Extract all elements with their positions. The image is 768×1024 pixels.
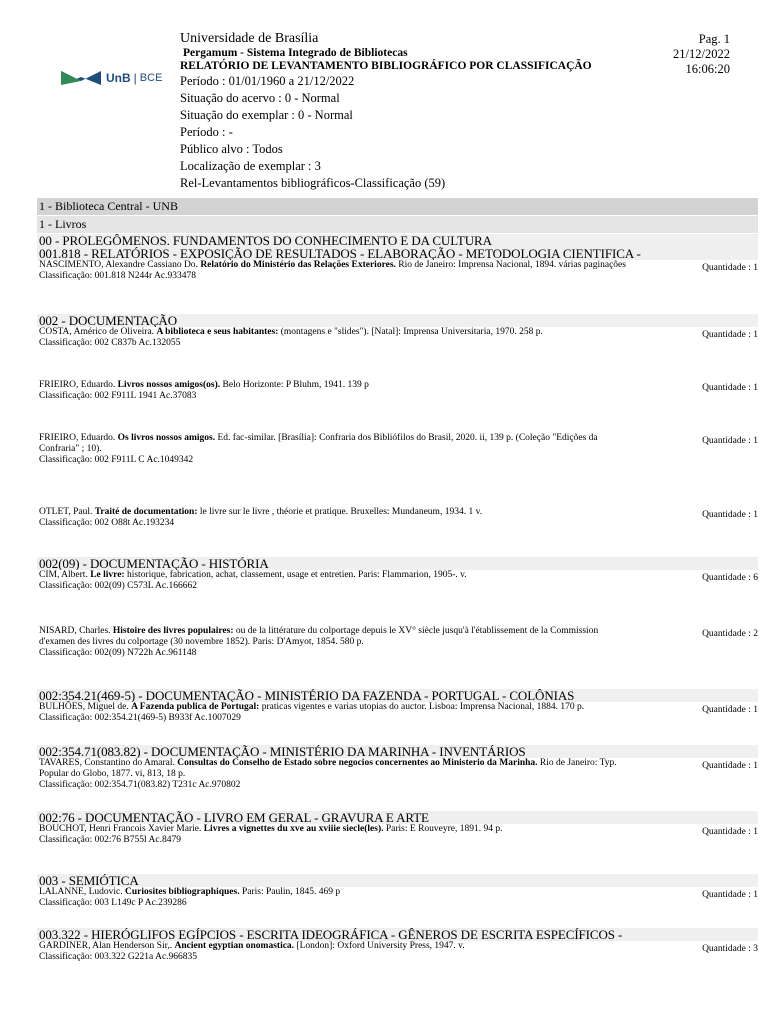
entry-classification: Classificação: 002 F911L C Ac.1049342: [39, 455, 194, 465]
entry-author: BULHÕES, Miguel de.: [39, 702, 129, 712]
library-bar: 1 - Biblioteca Central - UNB: [37, 198, 758, 215]
entry-reference: [37, 380, 629, 391]
entry-quantity: Quantidade : 1: [702, 436, 758, 446]
entry-imprint: Paris: E Rouveyre, 1891. 94 p.: [385, 824, 503, 834]
logo-separator: |: [133, 71, 137, 85]
classification-section: [37, 314, 758, 529]
classification-heading: 003 - SEMIÓTICA: [37, 874, 758, 887]
entry-title: Consultas do Conselho de Estado sobre negocios concernentes ao Ministerio da Marinha.: [177, 758, 538, 768]
entry-reference: [37, 702, 629, 713]
entry-quantity: Quantidade : 3: [702, 944, 758, 954]
bibliographic-entry: [37, 887, 758, 909]
entry-classification: Classificação: 002 C837b Ac.132055: [39, 338, 181, 348]
university-name: Universidade de Brasília: [180, 31, 319, 46]
report-code: Rel-Levantamentos bibliográficos-Classificação (59): [180, 176, 446, 190]
classification-heading: 002 - DOCUMENTAÇÃO: [37, 314, 758, 327]
entry-reference: [37, 507, 629, 518]
entry-imprint: (montagens e "slides"). [Natal]: Imprensa Universitaria, 1970. 258 p.: [280, 327, 543, 337]
bibliographic-entry: [37, 702, 758, 724]
entry-quantity: Quantidade : 1: [702, 890, 758, 900]
filter-audience: Público alvo : Todos: [180, 142, 283, 156]
classification-heading: 002:354.71(083.82) - DOCUMENTAÇÃO - MINISTÉRIO DA MARINHA - INVENTÁRIOS: [37, 745, 758, 758]
entry-title: Os livros nossos amigos.: [117, 433, 216, 443]
entry-author: CIM, Albert.: [39, 570, 88, 580]
entry-imprint: Rio de Janeiro: Typ. Popular do Globo, 1877. vi, 813, 18 p.: [39, 758, 617, 779]
logo-bce-text: BCE: [139, 72, 163, 84]
entry-reference: [37, 626, 629, 648]
entry-classification: Classificação: 003 L149c P Ac.239286: [39, 898, 187, 908]
entry-imprint: Paris: Paulin, 1845. 469 p: [241, 887, 341, 897]
entry-author: OTLET, Paul.: [39, 507, 93, 517]
entry-reference: [37, 887, 629, 898]
entry-author: NASCIMENTO, Alexandre Cassiano Do.: [39, 260, 198, 270]
entry-classification: Classificação: 002 O88t Ac.193234: [39, 518, 175, 528]
entry-reference: [37, 260, 629, 271]
bibliographic-entry: [37, 570, 758, 592]
bibliographic-entry: [37, 758, 758, 791]
bibliographic-entry: [37, 433, 758, 466]
entry-author: BOUCHOT, Henri Francois Xavier Marie.: [39, 824, 202, 834]
entry-title: Le livre:: [90, 570, 125, 580]
entry-classification: Classificação: 003.322 G221a Ac.966835: [39, 952, 198, 962]
entry-classification: Classificação: 001.818 N244r Ac.933478: [39, 271, 196, 281]
entry-reference: [37, 570, 629, 581]
report-body: [37, 234, 758, 963]
entry-author: TAVARES, Constantino do Amaral.: [39, 758, 175, 768]
classification-section: [37, 745, 758, 791]
entry-reference: [37, 327, 629, 338]
entry-reference: [37, 941, 629, 952]
entry-quantity: Quantidade : 1: [702, 383, 758, 393]
entry-classification: Classificação: 002 F911L 1941 Ac.37083: [39, 391, 197, 401]
classification-heading: 002:76 - DOCUMENTAÇÃO - LIVRO EM GERAL - GRAVURA E ARTE: [37, 811, 758, 824]
entry-title: Ancient egyptian onomastica.: [174, 941, 295, 951]
entry-classification: Classificação: 002:76 B755l Ac.8479: [39, 835, 181, 845]
filter-collection-status: Situação do acervo : 0 - Normal: [180, 91, 340, 105]
bibliographic-entry: [37, 380, 758, 402]
entry-title: Curiosites bibliographiques.: [125, 887, 240, 897]
entry-reference: [37, 824, 629, 835]
entry-quantity: Quantidade : 1: [702, 510, 758, 520]
entry-author: LALANNE, Ludovic.: [39, 887, 123, 897]
classification-heading: 001.818 - RELATÓRIOS - EXPOSIÇÃO DE RESULTADOS - ELABORAÇÃO - METODOLOGIA CIENTIFICA -: [37, 247, 758, 260]
entry-imprint: le livre sur le livre , théorie et pratique. Bruxelles: Mundaneum, 1934. 1 v.: [199, 507, 483, 517]
entry-imprint: Ed. fac-similar. [Brasília]: Confraria dos Bibliófilos do Brasil, 2020. ii, 139 p. (Coleção "Edições da Confraria" ; 10).: [39, 433, 598, 454]
filter-period: Período : 01/01/1960 a 21/12/2022: [180, 74, 355, 88]
classification-section: [37, 689, 758, 724]
entry-author: COSTA, Américo de Oliveira.: [39, 327, 155, 337]
bibliographic-entry: [37, 260, 758, 282]
filter-location: Localização de exemplar : 3: [180, 159, 321, 173]
entry-classification: Classificação: 002:354.21(469-5) B933f Ac.1007029: [39, 713, 241, 723]
entry-title: Traité de documentation:: [94, 507, 198, 517]
entry-classification: Classificação: 002(09) C573L Ac.166662: [39, 581, 197, 591]
classification-section: [37, 234, 758, 282]
report-date: 21/12/2022: [673, 47, 730, 61]
bibliographic-entry: [37, 507, 758, 529]
unb-bce-logo: [61, 68, 165, 88]
entry-author: NISARD, Charles.: [39, 626, 111, 636]
entry-quantity: Quantidade : 1: [702, 330, 758, 340]
entry-imprint: Rio de Janeiro: Imprensa Nacional, 1894. várias paginações: [398, 260, 626, 270]
entry-title: A biblioteca e seus habitantes:: [156, 327, 279, 337]
entry-quantity: Quantidade : 1: [702, 761, 758, 771]
filter-copy-status: Situação do exemplar : 0 - Normal: [180, 108, 353, 122]
classification-section: [37, 874, 758, 909]
classification-heading: 002(09) - DOCUMENTAÇÃO - HISTÓRIA: [37, 557, 758, 570]
system-name: Pergamum - Sistema Integrado de Bibliotecas: [183, 47, 408, 59]
entry-author: FRIEIRO, Eduardo.: [39, 380, 116, 390]
entry-classification: Classificação: 002(09) N722h Ac.961148: [39, 648, 197, 658]
classification-section: [37, 811, 758, 846]
entry-title: Livres a vignettes du xve au xviiie siecle(les).: [203, 824, 384, 834]
entry-title: Livros nossos amigos(os).: [117, 380, 221, 390]
entry-quantity: Quantidade : 2: [702, 629, 758, 639]
material-type-bar: 1 - Livros: [37, 216, 758, 233]
report-header: [180, 31, 680, 192]
logo-unb-text: UnB: [106, 71, 131, 85]
entry-imprint: [London]: Oxford University Press, 1947. v.: [296, 941, 465, 951]
report-time: 16:06:20: [685, 62, 730, 76]
classification-heading: 003.322 - HIERÓGLIFOS EGÍPCIOS - ESCRITA IDEOGRÁFICA - GÊNEROS DE ESCRITA ESPECÍFICOS -: [37, 928, 758, 941]
classification-heading: 002:354.21(469-5) - DOCUMENTAÇÃO - MINISTÉRIO DA FAZENDA - PORTUGAL - COLÔNIAS: [37, 689, 758, 702]
bibliographic-entry: [37, 824, 758, 846]
bibliographic-entry: [37, 327, 758, 349]
page-info: [673, 32, 730, 77]
classification-section: [37, 557, 758, 659]
entry-quantity: Quantidade : 1: [702, 705, 758, 715]
entry-reference: [37, 433, 629, 455]
entry-imprint: ou de la littérature du colportage depuis le XV° siècle jusqu'à l'établissement de la Commission d'examen des livres du colportage (30 novembre 1852). Paris: D'Amyot, 1854. 580 p.: [39, 626, 599, 647]
entry-author: GARDINER, Alan Henderson Sir,.: [39, 941, 173, 951]
entry-imprint: historique, fabrication, achat, classement, usage et entretien. Paris: Flammarion, 1905-. v.: [126, 570, 467, 580]
entry-title: A Fazenda publica de Portugal:: [131, 702, 260, 712]
filter-period-2: Período : -: [180, 125, 233, 139]
report-title: RELATÓRIO DE LEVANTAMENTO BIBLIOGRÁFICO POR CLASSIFICAÇÃO: [180, 60, 592, 72]
unb-emblem-icon: [61, 69, 101, 87]
bibliographic-entry: [37, 626, 758, 659]
entry-quantity: Quantidade : 1: [702, 827, 758, 837]
entry-title: Histoire des livres populaires:: [112, 626, 234, 636]
entry-title: Relatório do Ministério das Relações Exteriores.: [200, 260, 396, 270]
classification-section: [37, 928, 758, 963]
entry-reference: [37, 758, 629, 780]
entry-imprint: Belo Horizonte: P Bluhm, 1941. 139 p: [222, 380, 369, 390]
bibliographic-entry: [37, 941, 758, 963]
entry-quantity: Quantidade : 6: [702, 573, 758, 583]
entry-classification: Classificação: 002:354.71(083.82) T231c Ac.970802: [39, 780, 241, 790]
entry-author: FRIEIRO, Eduardo.: [39, 433, 116, 443]
entry-quantity: Quantidade : 1: [702, 263, 758, 273]
page-number: Pag. 1: [698, 32, 730, 46]
entry-imprint: praticas vigentes e varias utopias do auctor. Lisboa: Imprensa Nacional, 1884. 170 p.: [261, 702, 585, 712]
classification-heading: 00 - PROLEGÔMENOS. FUNDAMENTOS DO CONHECIMENTO E DA CULTURA: [37, 234, 758, 247]
